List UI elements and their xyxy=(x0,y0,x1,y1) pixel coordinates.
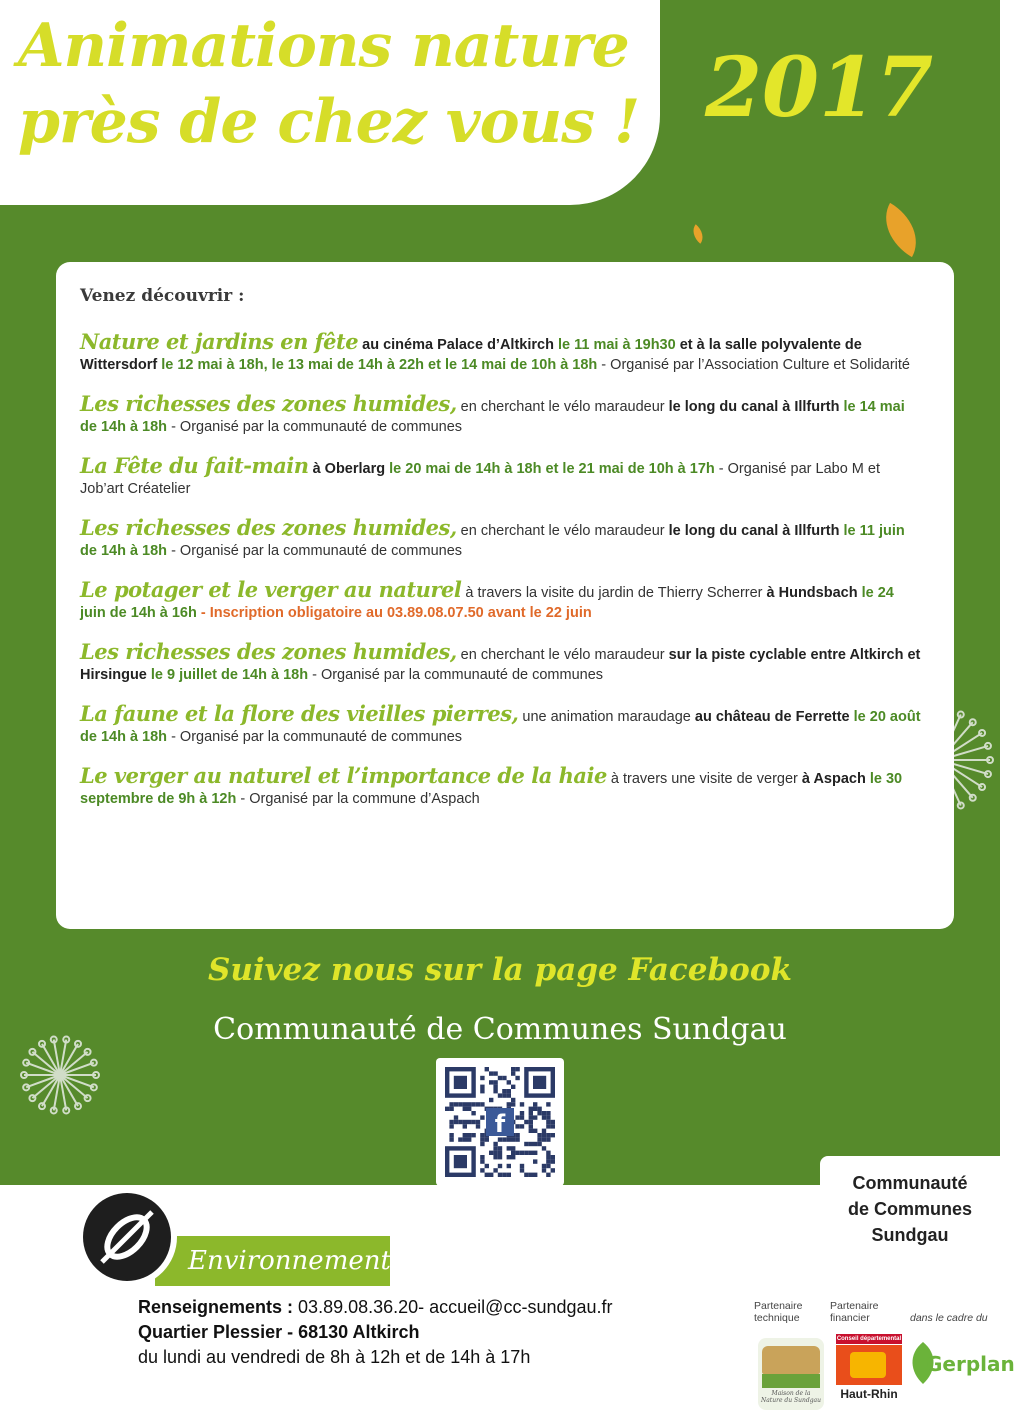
event-date: le 20 mai de 14h à 18h et le 21 mai de 10h à 17h xyxy=(385,461,715,477)
event-date: le 9 juillet de 14h à 18h xyxy=(146,667,309,683)
event-title: La Fête du fait-main xyxy=(80,453,309,478)
org-line-1: Communauté xyxy=(852,1173,968,1193)
contact-label: Renseignements : xyxy=(138,1297,294,1317)
event-title: La faune et la flore des vieilles pierres, xyxy=(80,701,519,726)
event-place: à Aspach xyxy=(797,771,866,787)
event-text: - Organisé par Labo M et Job’art Créatelier xyxy=(80,461,880,497)
page-title xyxy=(18,8,658,160)
qr-code-graphic xyxy=(436,1058,564,1186)
org-box xyxy=(820,1156,1000,1281)
title-box xyxy=(0,0,660,205)
events-panel xyxy=(56,262,954,929)
events-list xyxy=(80,329,922,828)
event-place: à Oberlarg xyxy=(308,461,386,477)
maison-nature-logo xyxy=(758,1338,824,1410)
intro-text: Venez découvrir : xyxy=(80,286,245,306)
event-item xyxy=(80,329,922,375)
event-text: - Organisé par la commune d’Aspach xyxy=(236,791,480,807)
event-date: le 12 mai à 18h, le 13 mai de 14h à 22h et le 14 mai de 10h à 18h xyxy=(157,357,598,373)
event-item xyxy=(80,515,922,561)
qr-code[interactable] xyxy=(436,1058,564,1186)
facebook-follow-heading: Suivez nous sur la page Facebook xyxy=(207,952,793,988)
event-item xyxy=(80,577,922,623)
event-date: le 30 septembre de 9h à 12h xyxy=(80,771,903,807)
gerplan-name: Gerplan xyxy=(926,1352,1015,1376)
event-text: - Organisé par la communauté de communes xyxy=(167,729,463,745)
contact-address xyxy=(138,1320,758,1345)
contact-info xyxy=(138,1295,758,1370)
event-title: Les richesses des zones humides, xyxy=(80,515,457,540)
contact-hours: du lundi au vendredi de 8h à 12h et de 14h à 17h xyxy=(138,1347,531,1367)
org-box-text xyxy=(820,1170,1000,1248)
event-date: le 24 juin de 14h à 16h xyxy=(80,585,894,621)
haut-rhin-logo xyxy=(836,1334,902,1408)
event-item xyxy=(80,701,922,747)
event-date: le 14 mai de 14h à 18h xyxy=(80,399,905,435)
event-text: - Organisé par la communauté de communes xyxy=(308,667,604,683)
event-title: Le potager et le verger au naturel xyxy=(80,577,462,602)
partner-cadre-label: dans le cadre du xyxy=(910,1312,988,1324)
partner-financier-label: Partenaire financier xyxy=(830,1300,879,1324)
event-place: au cinéma Palace d’Altkirch xyxy=(358,337,554,353)
event-item xyxy=(80,391,922,437)
haut-rhin-name: Haut-Rhin xyxy=(840,1387,898,1401)
event-title: Nature et jardins en fête xyxy=(80,329,359,354)
year: 2017 xyxy=(705,40,934,136)
event-place: le long du canal à Illfurth xyxy=(664,523,840,539)
event-title: Le verger au naturel et l’importance de la haie xyxy=(80,763,607,788)
environment-label: Environnement xyxy=(188,1246,391,1276)
event-item xyxy=(80,639,922,685)
event-title: Les richesses des zones humides, xyxy=(80,391,457,416)
org-line-2: de Communes xyxy=(847,1199,973,1219)
facebook-icon: f xyxy=(494,1110,506,1138)
event-date: le 11 mai à 19h30 xyxy=(553,337,676,353)
event-text: en cherchant le vélo maraudeur xyxy=(456,523,665,539)
event-place: au château de Ferrette xyxy=(690,709,850,725)
gerplan-logo xyxy=(908,1340,1015,1406)
event-warn: - Inscription obligatoire au 03.89.08.07.50 avant le 22 juin xyxy=(196,605,592,621)
contact-line-1 xyxy=(138,1295,758,1320)
title-line-2: près de chez vous ! xyxy=(18,87,640,157)
event-item xyxy=(80,763,922,809)
event-text: à travers la visite du jardin de Thierry Scherrer xyxy=(461,585,763,601)
event-item xyxy=(80,453,922,499)
event-text: en cherchant le vélo maraudeur xyxy=(456,399,665,415)
event-text: une animation maraudage xyxy=(518,709,691,725)
event-text: - Organisé par la communauté de communes xyxy=(167,543,463,559)
event-title: Les richesses des zones humides, xyxy=(80,639,457,664)
maison-nature-caption: Maison de la Nature du Sundgau xyxy=(760,1390,821,1404)
partner-technique-label: Partenaire technique xyxy=(754,1300,803,1324)
partners xyxy=(752,1298,1015,1414)
event-text: - Organisé par la communauté de communes xyxy=(167,419,463,435)
event-text: à travers une visite de verger xyxy=(606,771,798,787)
event-place: le long du canal à Illfurth xyxy=(664,399,840,415)
facebook-page-name: Communauté de Communes Sundgau xyxy=(213,1012,787,1047)
environment-logo-icon xyxy=(74,1184,180,1290)
haut-rhin-top-label: Conseil départemental xyxy=(836,1336,902,1342)
event-place: sur la piste cyclable entre Altkirch et Hirsingue xyxy=(80,647,921,683)
title-line-1: Animations nature xyxy=(18,11,629,81)
event-place: et à la salle polyvalente de Wittersdorf xyxy=(80,337,862,373)
event-text: - Organisé par l’Association Culture et Solidarité xyxy=(597,357,910,373)
event-place: à Hundsbach xyxy=(762,585,858,601)
event-date: le 11 juin de 14h à 18h xyxy=(80,523,905,559)
event-text: en cherchant le vélo maraudeur xyxy=(456,647,665,663)
contact-address-text: Quartier Plessier - 68130 Altkirch xyxy=(138,1322,420,1342)
org-line-3: Sundgau xyxy=(871,1225,949,1245)
event-date: le 20 août de 14h à 18h xyxy=(80,709,921,745)
contact-phone-email[interactable]: 03.89.08.36.20- accueil@cc-sundgau.fr xyxy=(293,1297,613,1317)
